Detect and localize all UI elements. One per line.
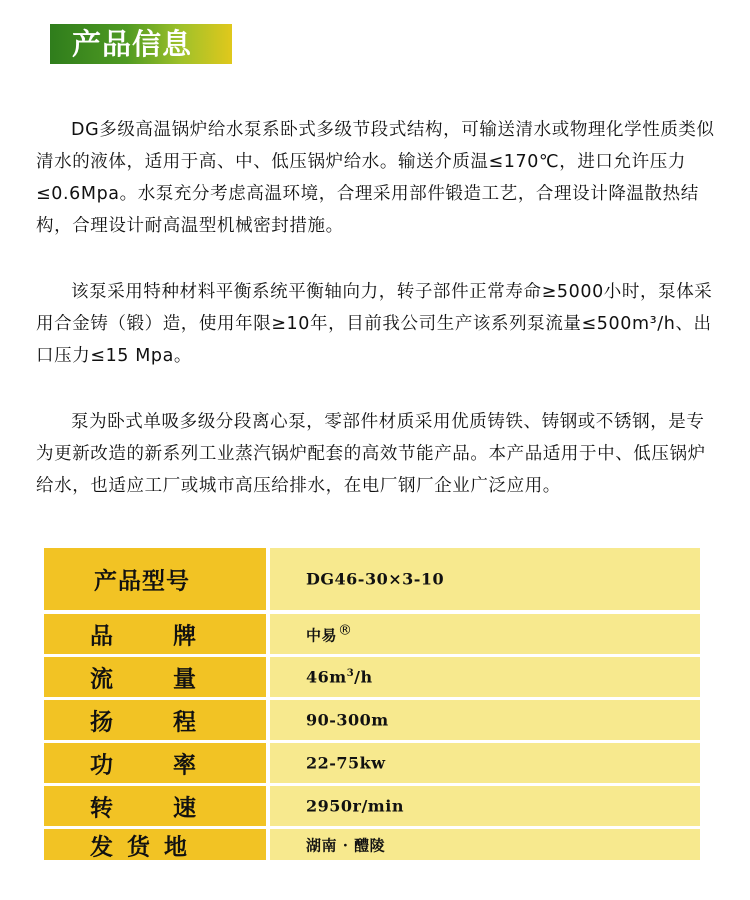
description-paragraph: DG多级高温锅炉给水泵系卧式多级节段式结构，可输送清水或物理化学性质类似清水的液体，适用于高、中、低压锅炉给水。输送介质温≤170℃，进口允许压力≤0.6Mpa。水泵充分考虑高温环境，合理采用部件锻造工艺，合理设计降温散热结构，合理设计耐高温型机械密封措施。 [36, 120, 715, 236]
spec-table [44, 548, 700, 860]
spec-value-cell [270, 743, 700, 783]
flow-unit-suffix: /h [354, 667, 373, 687]
spec-value: 湖南 · 醴陵 [306, 836, 386, 854]
spec-row-speed [44, 786, 700, 826]
registered-trademark-icon: ® [338, 622, 353, 639]
spec-value-cell [270, 829, 700, 860]
spec-value: 2950r/min [306, 796, 404, 816]
spec-label-cell [44, 614, 266, 654]
spec-label: 转速 [90, 795, 256, 822]
spec-label: 功率 [90, 752, 256, 779]
brand-name: 中易 [306, 626, 338, 645]
spec-row-brand [44, 614, 700, 654]
spec-label-cell [44, 700, 266, 740]
section-title: 产品信息 [72, 27, 193, 61]
spec-label-cell [44, 657, 266, 697]
spec-value-cell [270, 614, 700, 654]
spec-label-cell [44, 548, 266, 610]
spec-label: 产品型号 [94, 568, 190, 595]
spec-label: 品牌 [90, 623, 256, 650]
flow-unit-exponent: 3 [346, 668, 355, 680]
spec-row-flow [44, 657, 700, 697]
spec-value [306, 623, 353, 646]
section-header-banner [50, 24, 232, 64]
spec-value-cell [270, 657, 700, 697]
spec-label: 流量 [90, 666, 256, 693]
spec-row-origin [44, 829, 700, 860]
spec-label-cell [44, 829, 266, 860]
spec-value: DG46-30×3-10 [306, 569, 445, 589]
spec-row-model [44, 548, 700, 610]
spec-row-head [44, 700, 700, 740]
spec-value-cell [270, 786, 700, 826]
spec-label-cell [44, 786, 266, 826]
spec-row-power [44, 743, 700, 783]
spec-label: 发货地 [90, 834, 201, 860]
product-description [36, 114, 716, 536]
spec-value: 90-300m [306, 710, 389, 730]
spec-label: 扬程 [90, 709, 256, 736]
spec-value-cell [270, 548, 700, 610]
spec-label-cell [44, 743, 266, 783]
flow-value: 46m [306, 667, 347, 687]
description-paragraph: 该泵采用特种材料平衡系统平衡轴向力，转子部件正常寿命≥5000小时，泵体采用合金铸（锻）造，使用年限≥10年，目前我公司生产该系列泵流量≤500m³/h、出口压力≤15 Mpa。 [36, 282, 713, 366]
spec-value-cell [270, 700, 700, 740]
spec-value: 22-75kw [306, 753, 386, 773]
description-paragraph: 泵为卧式单吸多级分段离心泵，零部件材质采用优质铸铁、铸钢或不锈钢，是专为更新改造的新系列工业蒸汽锅炉配套的高效节能产品。本产品适用于中、低压锅炉给水，也适应工厂或城市高压给排水，在电厂钢厂企业广泛应用。 [36, 412, 706, 496]
spec-value [306, 668, 373, 687]
